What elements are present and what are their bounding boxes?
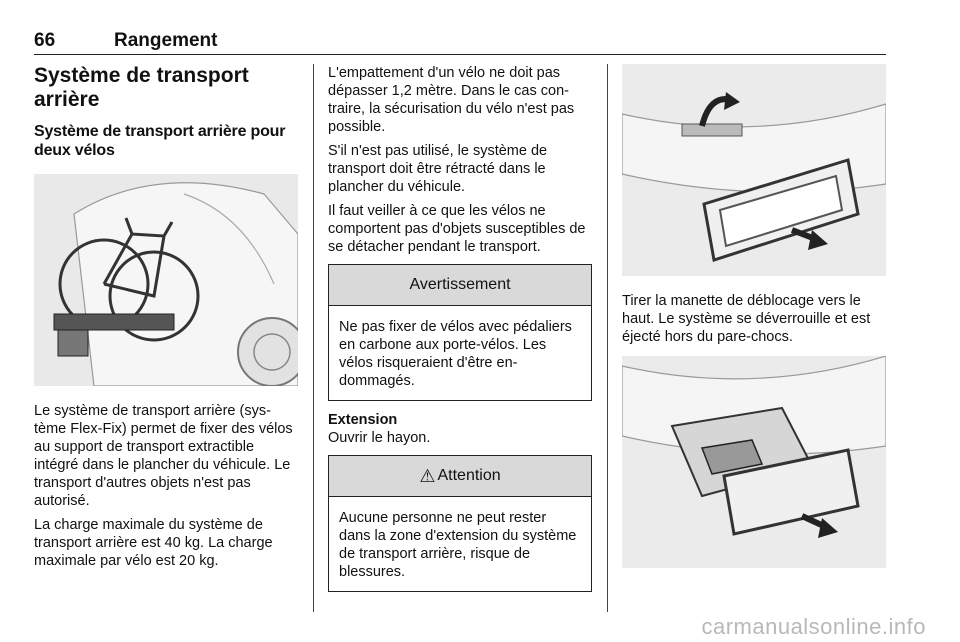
column-3 [622, 64, 886, 568]
carrier-extension-illustration [622, 356, 886, 568]
carrier-extension-figure [622, 356, 886, 568]
attention-heading: Attention [437, 467, 501, 484]
column-2 [328, 64, 592, 602]
page-header [34, 30, 886, 55]
warning-text: Ne pas fixer de vélos avec pédaliers en carbone aux porte-vélos. Les vélos risqueraient d'être endommagés. [339, 319, 572, 389]
paragraph: L'empattement d'un vélo ne doit pas dépasser 1,2 mètre. Dans le cas contraire, la sécurisation du vélo n'est pas possible. [328, 65, 575, 135]
page-title: Système de transport arrière [34, 64, 249, 111]
figure-caption: Tirer la manette de déblocage vers le haut. Le système se déverrouille et est éjecté hors du pare-chocs. [622, 293, 871, 345]
paragraph: S'il n'est pas utilisé, le système de transport doit être rétracté dans le plancher du véhicule. [328, 143, 548, 195]
watermark: carmanualsonline.info [701, 614, 926, 639]
paragraph: La charge maximale du système de transport arrière est 40 kg. La charge maximale par vélo est 20 kg. [34, 517, 273, 569]
column-divider [313, 64, 314, 612]
paragraph: Ouvrir le hayon. [328, 430, 431, 446]
extension-heading: Extension [328, 412, 398, 428]
subsection-title: Système de transport arrière pour deux vélos [34, 123, 286, 159]
warning-triangle-icon: ⚠ [419, 465, 436, 486]
column-1 [34, 64, 298, 576]
column-divider [607, 64, 608, 612]
section-title: Rangement [114, 30, 218, 51]
release-lever-illustration [622, 64, 886, 276]
attention-heading-row [329, 456, 591, 497]
warning-heading: Avertissement [329, 265, 591, 306]
rear-bike-carrier-illustration [34, 174, 298, 386]
attention-text: Aucune personne ne peut rester dans la zone d'extension du système de transport arrière, risque de blessures. [339, 510, 577, 580]
attention-box [328, 455, 592, 592]
paragraph: Le système de transport arrière (système Flex-Fix) permet de fixer des vélos au support de transport extractible intégré dans le plancher du véhicule. Le transport d'autres objets n'est pas autorisé. [34, 403, 293, 509]
release-lever-figure [622, 64, 886, 276]
paragraph: Il faut veiller à ce que les vélos ne comportent pas d'objets susceptibles de se détacher pendant le transport. [328, 203, 586, 255]
page-number: 66 [34, 30, 56, 51]
warning-box [328, 264, 592, 401]
bike-carrier-figure [34, 174, 298, 386]
